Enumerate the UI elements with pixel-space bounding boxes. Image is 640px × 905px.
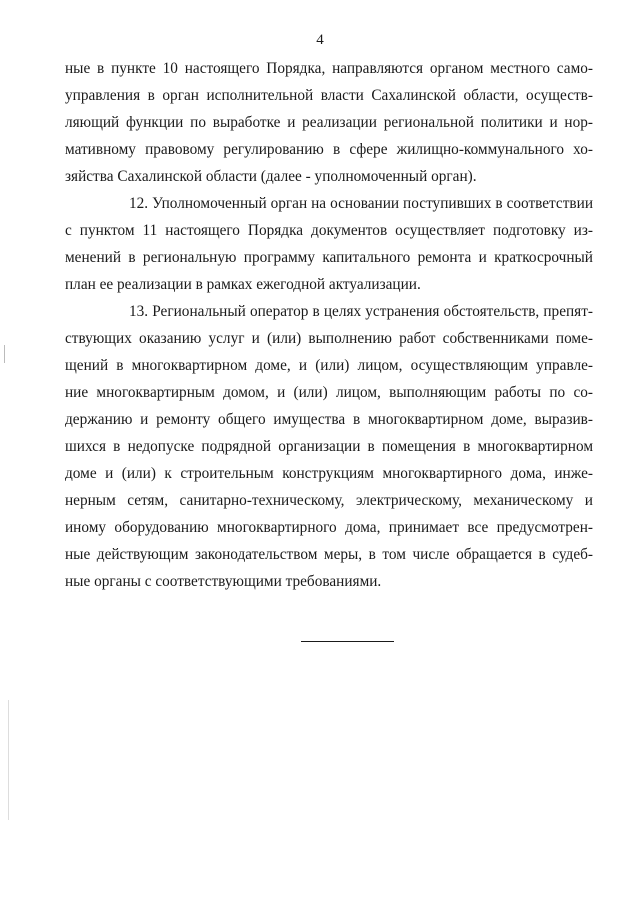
page-number: 4 [316,32,324,48]
text-line: 13. Региональный оператор в целях устранения обстоятельств, препят- [129,303,593,320]
end-separator-line [301,641,394,642]
text-line: ные действующим законодательством меры, в том числе обращается в судеб- [65,546,593,563]
scan-artifact [8,700,9,820]
text-line: иному оборудованию многоквартирного дома, принимает все предусмотрен- [65,519,593,536]
text-line: менений в региональную программу капитального ремонта и краткосрочный [65,249,593,266]
text-line: план ее реализации в рамках ежегодной актуализации. [65,276,421,293]
text-line: ные в пункте 10 настоящего Порядка, направляются органом местного само- [65,60,593,77]
text-line: держанию и ремонту общего имущества в многоквартирном доме, выразив- [65,411,593,428]
text-line: ние многоквартирным домом, и (или) лицом, выполняющим работы по со- [65,384,593,401]
scan-artifact [4,345,5,363]
text-line: зяйства Сахалинской области (далее - уполномоченный орган). [65,168,477,185]
text-line: ные органы с соответствующими требованиями. [65,573,382,590]
text-line: нерным сетям, санитарно-техническому, электрическому, механическому и [65,492,593,509]
text-line: щений в многоквартирном доме, и (или) лицом, осуществляющим управле- [65,357,593,374]
text-line: мативному правовому регулированию в сфере жилищно-коммунального хо- [65,141,593,158]
text-line: 12. Уполномоченный орган на основании поступивших в соответствии [129,195,593,212]
text-line: ляющий функции по выработке и реализации региональной политики и нор- [65,114,593,131]
text-line: шихся в недопуске подрядной организации в помещения в многоквартирном [65,438,593,455]
text-line: с пунктом 11 настоящего Порядка документов осуществляет подготовку из- [65,222,593,239]
text-line: доме и (или) к строительным конструкциям многоквартирного дома, инже- [65,465,593,482]
text-line: ствующих оказанию услуг и (или) выполнению работ собственниками поме- [65,330,593,347]
text-line: управления в орган исполнительной власти Сахалинской области, осуществ- [65,87,593,104]
